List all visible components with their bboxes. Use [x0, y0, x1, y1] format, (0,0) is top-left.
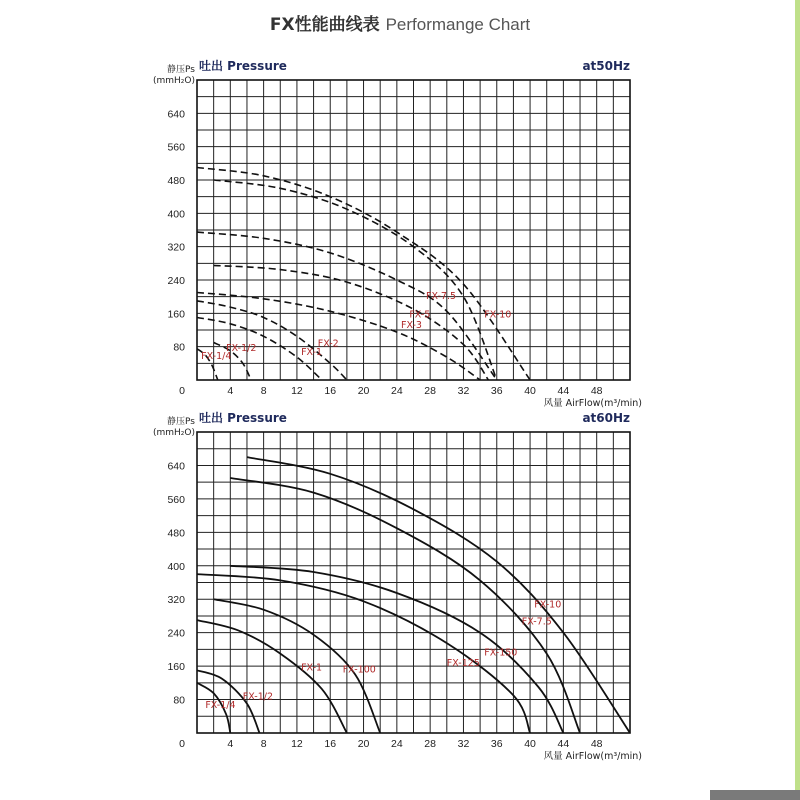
x-tick-label: 24 — [391, 738, 403, 750]
series-label: FX-3 — [401, 319, 422, 331]
series-label: FX-1/4 — [201, 351, 232, 363]
x-tick-label: 16 — [324, 385, 337, 397]
chart-header-left: 吐出 Pressure — [199, 411, 287, 425]
x-tick-label: 20 — [357, 385, 370, 397]
x-tick-label: 12 — [291, 385, 303, 397]
y-tick-label: 480 — [167, 527, 185, 540]
series-label: FX-1/2 — [242, 691, 274, 703]
series-label: FX-1/2 — [226, 342, 257, 354]
y-tick-label: 640 — [167, 108, 185, 121]
x-tick-label: 4 — [227, 385, 234, 397]
series-label: FX-10 — [484, 309, 512, 321]
series-label: FX-1/4 — [205, 699, 236, 711]
x-tick-label: 48 — [590, 385, 603, 397]
x-tick-label: 40 — [524, 738, 536, 750]
y-axis-label: 静压Ps — [167, 417, 195, 427]
y-axis-unit: (mmH₂O) — [152, 76, 195, 86]
x-tick-label: 12 — [291, 738, 303, 750]
x-tick-label: 36 — [490, 738, 503, 750]
x-tick-label: 32 — [457, 385, 470, 397]
x-tick-label: 4 — [227, 738, 234, 750]
page-title-en: Performange Chart — [385, 15, 531, 34]
x-axis-label: 风量 AirFlow(m³/min) — [543, 398, 642, 409]
x-tick-label: 8 — [260, 385, 267, 397]
x-tick-label: 48 — [590, 738, 603, 750]
y-tick-label: 640 — [167, 460, 185, 473]
y-tick-label: 560 — [167, 493, 185, 506]
x-tick-label: 44 — [557, 385, 570, 397]
x-tick-label: 36 — [490, 385, 503, 397]
x-tick-label: 20 — [357, 738, 370, 750]
chart-header-right: at60Hz — [582, 411, 630, 425]
page-title-cn: FX性能曲线表 — [269, 15, 380, 35]
series-label: FX-125 — [446, 658, 480, 670]
y-tick-label: 160 — [167, 661, 185, 674]
series-label: FX-10 — [534, 599, 562, 611]
y-tick-label: 160 — [167, 308, 185, 321]
x-tick-label: 8 — [260, 738, 267, 750]
x-tick-label: 32 — [457, 738, 470, 750]
y-tick-label: 80 — [173, 694, 185, 707]
series-label: FX-2 — [317, 338, 339, 350]
series-label: FX-7.5 — [425, 290, 457, 302]
origin-label: 0 — [179, 385, 185, 397]
y-axis-unit: (mmH₂O) — [152, 428, 195, 438]
x-tick-label: 28 — [424, 738, 436, 750]
y-tick-label: 240 — [167, 627, 185, 640]
x-axis-label: 风量 AirFlow(m³/min) — [543, 751, 642, 762]
y-tick-label: 480 — [167, 175, 185, 187]
x-tick-label: 44 — [557, 738, 570, 750]
series-label: FX-1 — [301, 662, 323, 674]
y-tick-label: 560 — [167, 141, 185, 154]
x-tick-label: 40 — [524, 385, 536, 397]
y-tick-label: 320 — [167, 241, 185, 254]
origin-label: 0 — [179, 738, 185, 750]
series-label: FX-5 — [409, 309, 431, 321]
series-label: FX-7.5 — [521, 616, 552, 628]
y-tick-label: 400 — [167, 208, 185, 221]
y-axis-label: 静压Ps — [167, 65, 195, 75]
chart-header-right: at50Hz — [582, 59, 630, 73]
series-label: FX-100 — [342, 664, 376, 676]
y-tick-label: 240 — [167, 275, 185, 287]
y-tick-label: 80 — [173, 341, 185, 354]
y-tick-label: 320 — [167, 594, 185, 607]
chart-header-left: 吐出 Pressure — [199, 59, 287, 73]
y-tick-label: 400 — [167, 560, 185, 573]
x-tick-label: 24 — [391, 385, 403, 397]
x-tick-label: 16 — [324, 738, 337, 750]
series-curve-fx-3 — [197, 290, 480, 381]
series-label: FX-1 — [301, 347, 323, 358]
series-label: FX-150 — [484, 647, 518, 659]
x-tick-label: 28 — [424, 385, 436, 397]
series-curve-fx-7-5 — [230, 478, 580, 733]
